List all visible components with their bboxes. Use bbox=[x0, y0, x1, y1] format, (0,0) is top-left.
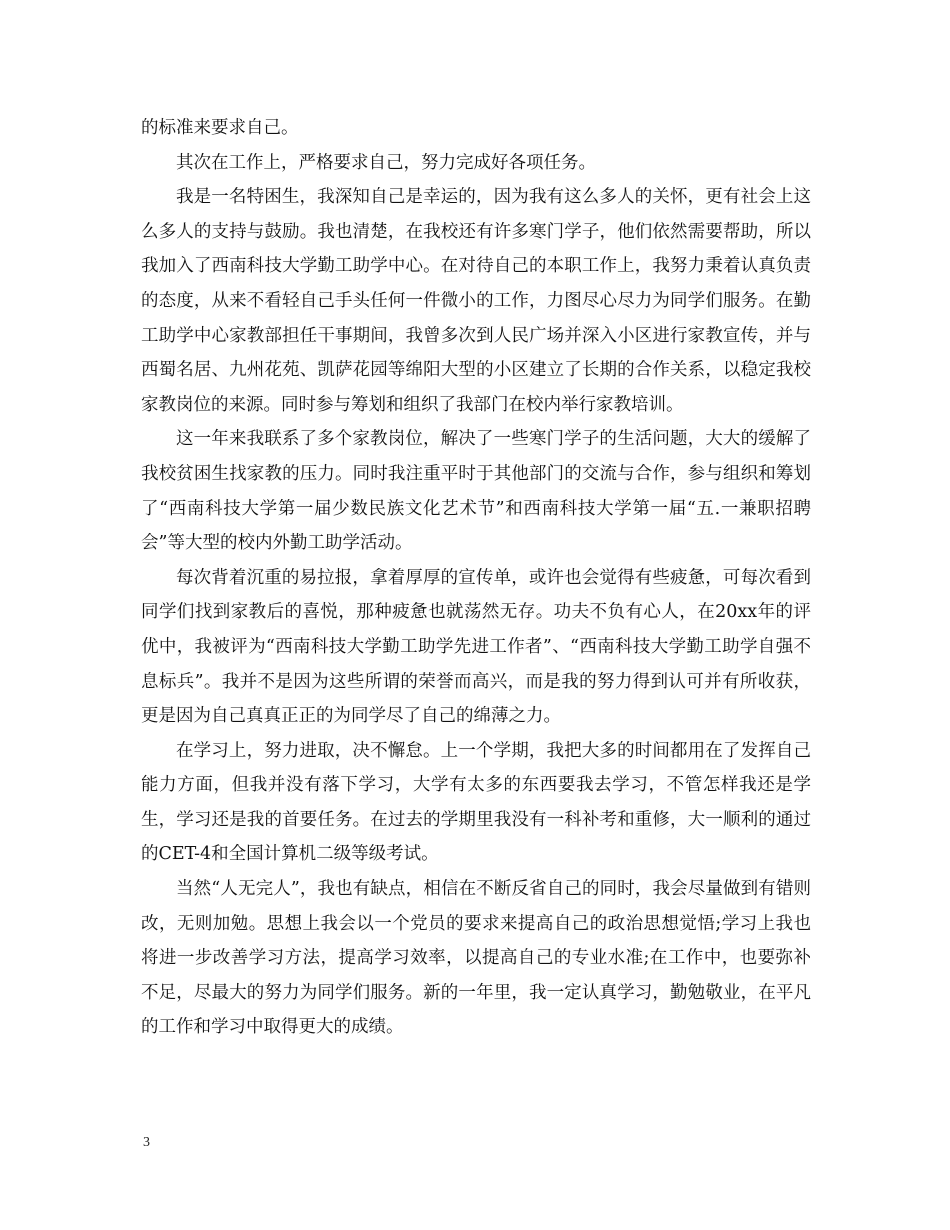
paragraph-work-intro: 其次在工作上，严格要求自己，努力完成好各项任务。 bbox=[176, 152, 596, 173]
paragraph-study: 在学习上，努力进取，决不懈怠。上一个学期，我把大多的时间都用在了发挥自己能力方面，但我并没有落下学习，大学有太多的东西要我去学习，不管怎样我还是学生，学习还是我的首要任务。在过去的学期里我没有一科补考和重修，大一顺利的通过的CET-4和全国计算机二级等级考试。 bbox=[141, 740, 811, 865]
paragraph-conclusion: 当然“人无完人”，我也有缺点，相信在不断反省自己的同时，我会尽量做到有错则改，无则加勉。思想上我会以一个党员的要求来提高自己的政治思想觉悟;学习上我也将进一步改善学习方法，提高学习效率，以提高自己的专业水准;在工作中，也要弥补不足，尽最大的努力为同学们服务。新的一年里，我一定认真学习，勤勉敬业，在平凡的工作和学习中取得更大的成绩。 bbox=[141, 879, 811, 1038]
paragraph-honors: 每次背着沉重的易拉报，拿着厚厚的宣传单，或许也会觉得有些疲惫，可每次看到同学们找到家教后的喜悦，那种疲惫也就荡然无存。功夫不负有心人，在20xx年的评优中，我被评为“西南科技大学勤工助学先进工作者”、“西南科技大学勤工助学自强不息标兵”。我并不是因为这些所谓的荣誉而高兴，而是我的努力得到认可并有所收获，更是因为自己真真正正的为同学尽了自己的绵薄之力。 bbox=[141, 567, 811, 727]
paragraph-work-center: 我是一名特困生，我深知自己是幸运的，因为我有这么多人的关怀，更有社会上这么多人的支持与鼓励。我也清楚，在我校还有许多寒门学子，他们依然需要帮助，所以我加入了西南科技大学勤工助学中心。在对待自己的本职工作上，我努力秉着认真负责的态度，从来不看轻自己手头任何一件微小的工作，力图尽心尽力为同学们服务。在勤工助学中心家教部担任干事期间，我曾多次到人民广场并深入小区进行家教宣传，并与西蜀名居、九州花苑、凯萨花园等绵阳大型的小区建立了长期的合作关系，以稳定我校家教岗位的来源。同时参与筹划和组织了我部门在校内举行家教培训。 bbox=[141, 187, 811, 415]
page-number: 3 bbox=[143, 1135, 150, 1150]
paragraph-continuation: 的标准来要求自己。 bbox=[141, 118, 299, 138]
paragraph-tutoring-results: 这一年来我联系了多个家教岗位，解决了一些寒门学子的生活问题，大大的缓解了我校贫困生找家教的压力。同时我注重平时于其他部门的交流与合作，参与组织和筹划了“西南科技大学第一届少数民族文化艺术节”和西南科技大学第一届“五.一兼职招聘会”等大型的校内外勤工助学活动。 bbox=[141, 429, 811, 554]
document-body bbox=[141, 111, 811, 1045]
